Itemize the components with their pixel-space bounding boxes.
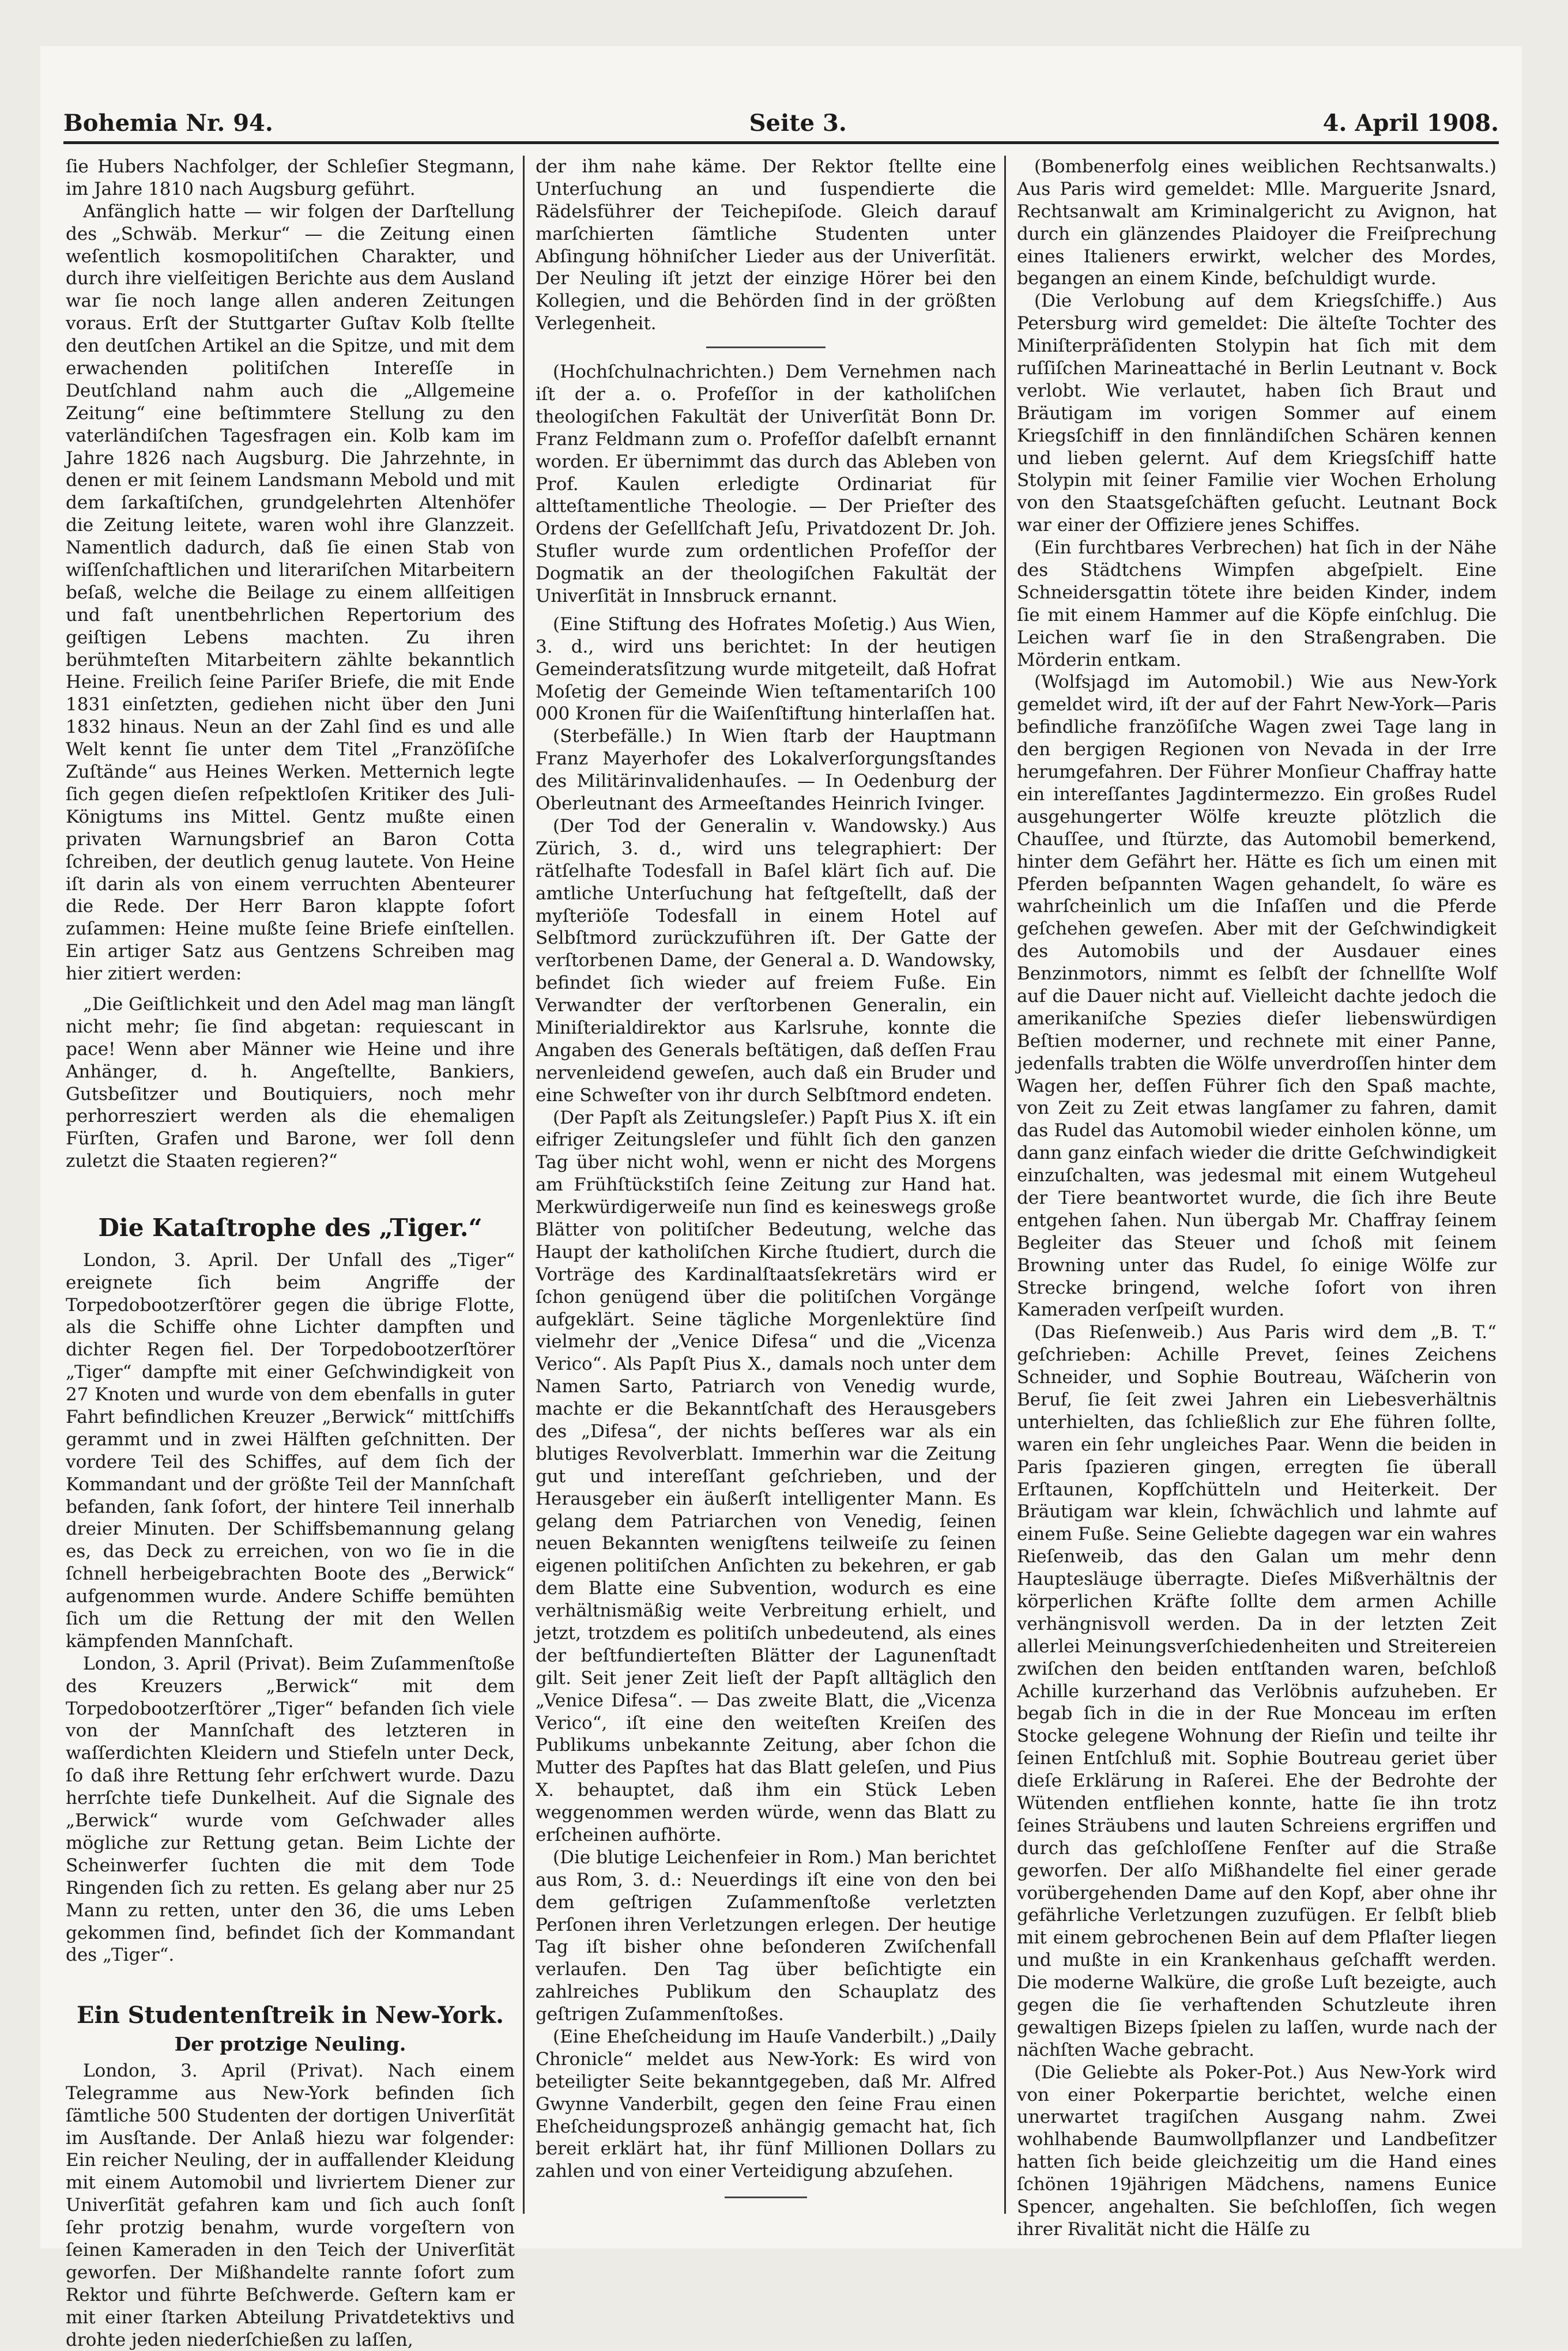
section-divider bbox=[706, 346, 826, 348]
article-headline-tiger: Die Kataſtrophe des „Tiger.“ bbox=[98, 1214, 483, 1242]
article-paragraph: ſie Hubers Nachfolger, der Schleſier Stegmann, im Jahre 1810 nach Augsburg geführt. bbox=[66, 156, 515, 199]
column-2 bbox=[527, 156, 1006, 2214]
newspaper-page bbox=[40, 46, 1522, 2350]
column-3 bbox=[1009, 156, 1505, 2240]
news-item: (Die blutige Leichenfeier in Rom.) Man berichtet aus Rom, 3. d.: Neuerdings iſt eine von den bei dem geſtrigen Zuſammenſtoße verletzten Perſonen ihren Verletzungen erlegen. Der heutige Tag iſt bisher ohne beſonderen Zwiſchenfall verlaufen. Den Tag über beſichtigte ein zahlreiches Publikum den Schauplatz des geſtrigen Zuſammenſtoßes. bbox=[536, 1847, 996, 2025]
news-item: (Eine Stiftung des Hofrates Moſetig.) Aus Wien, 3. d., wird uns berichtet: In der heutigen Gemeinderatsſitzung wurde mitgeteilt, daß Hofrat Moſetig der Gemeinde Wien teſtamentariſch 100 000 Kronen für die Waiſenſtiftung hinterlaſſen hat. bbox=[536, 613, 996, 725]
article-paragraph: London, 3. April (Privat). Beim Zuſammenſtoße des Kreuzers „Berwick“ mit dem Torpedobootzerſtörer „Tiger“ befanden ſich viele von der Mannſchaft des letzteren in waſſerdichten Kleidern und Stiefeln unter Deck, ſo daß ihre Rettung ſehr erſchwert wurde. Dazu herrſchte tiefe Dunkelheit. Auf die Signale des „Berwick“ wurde vom Geſchwader alles mögliche zur Rettung getan. Beim Lichte der Scheinwerfer ſuchten die mit dem Tode Ringenden ſich zu retten. Es gelang aber nur 25 Mann zu retten, unter den 36, die ums Leben gekommen ſind, befindet ſich der Kommandant des „Tiger“. bbox=[66, 1653, 515, 1966]
news-item: (Hochſchulnachrichten.) Dem Vernehmen nach iſt der a. o. Profeſſor in der katholiſchen theologiſchen Fakultät der Univerſität Bonn Dr. Franz Feldmann zum o. Profeſſor daſelbſt ernannt worden. Er übernimmt das durch das Ableben von Prof. Kaulen erledigte Ordinariat für altteſtamentliche Theologie. — Der Prieſter des Ordens der Geſellſchaft Jeſu, Privatdozent Dr. Joh. Stufler wurde zum ordentlichen Profeſſor der Dogmatik an der theologiſchen Fakultät der Univerſität in Innsbruck ernannt. bbox=[536, 361, 996, 607]
article-paragraph: London, 3. April. Der Unfall des „Tiger“ ereignete ſich beim Angriffe der Torpedobootzerſtörer gegen die übrige Flotte, als die Schiffe ohne Lichter dampften und dichter Regen fiel. Der Torpedobootzerſtörer „Tiger“ dampfte mit einer Geſchwindigkeit von 27 Knoten und wurde von dem ebenfalls in guter Fahrt befindlichen Kreuzer „Berwick“ mittſchiffs gerammt und in zwei Hälften geſchnitten. Der vordere Teil des Schiffes, auf dem ſich der Kommandant und der größte Teil der Mannſchaft befanden, ſank ſofort, der hintere Teil innerhalb dreier Minuten. Der Schiffsbemannung gelang es, das Deck zu erreichen, von wo ſie in die ſchnell herbeigebrachten Boote des „Berwick“ aufgenommen wurde. Andere Schiffe bemühten ſich um die Rettung der mit den Wellen kämpfenden Mannſchaft. bbox=[66, 1249, 515, 1652]
page-number: Seite 3. bbox=[749, 110, 847, 137]
article-subheadline: Der protzige Neuling. bbox=[174, 2033, 406, 2056]
news-item: (Ein furchtbares Verbrechen) hat ſich in der Nähe des Städtchens Wimpfen abgeſpielt. Eine Schneidersgattin tötete ihre beiden Kinder, indem ſie mit einem Hammer auf die Köpfe einſchlug. Die Leichen warf ſie in den Straßengraben. Die Mörderin entkam. bbox=[1017, 537, 1497, 670]
news-item: (Das Rieſenweib.) Aus Paris wird dem „B. T.“ geſchrieben: Achille Prevet, ſeines Zeichens Schneider, und Sophie Boutreau, Wäſcherin von Beruf, ſie ſeit zwei Jahren ein Liebesverhältnis unterhielten, das ſchließlich zur Ehe führen ſollte, waren ein ſehr ungleiches Paar. Wenn die beiden in Paris ſpazieren gingen, erregten ſie überall Erſtaunen, Kopfſchütteln und Heiterkeit. Der Bräutigam war klein, ſchwächlich und lahmte auf einem Fuße. Seine Geliebte dagegen war ein wahres Rieſenweib, das den Galan um mehr denn Hauptesläuge überragte. Dieſes Mißverhältnis der körperlichen Kräfte ſollte dem armen Achille verhängnisvoll werden. Da in der letzten Zeit allerlei Meinungsverſchiedenheiten und Streitereien zwiſchen den beiden entſtanden waren, beſchloß Achille kurzerhand das Verlöbnis aufzuheben. Er begab ſich in die in der Rue Monceau im erſten Stocke gelegene Wohnung der Rieſin und teilte ihr ſeinen Entſchluß mit. Sophie Boutreau geriet über dieſe Erklärung in Raſerei. Ehe der Bedrohte der Wütenden entfliehen konnte, hatte ſie ihn trotz ſeines Sträubens und lauten Schreiens ergriffen und durch das geſchloſſene Fenſter auf die Straße geworfen. Der alſo Mißhandelte fiel einer gerade vorübergehenden Dame auf den Kopf, aber ohne ihr gefährliche Verletzungen zuzufügen. Er ſelbſt blieb mit einem gebrochenen Bein auf dem Pflaſter liegen und mußte in ein Krankenhaus geſchafft werden. Die moderne Walküre, die große Luſt bezeigte, auch gegen die ſie verhaftenden Schutzleute ihren gewaltigen Bizeps ſpielen zu laſſen, wurde nach der nächſten Wache gebracht. bbox=[1017, 1322, 1497, 2060]
news-item: (Der Papſt als Zeitungsleſer.) Papſt Pius X. iſt ein eifriger Zeitungsleſer und fühlt ſich den ganzen Tag über nicht wohl, wenn er nicht des Morgens am Frühſtückstiſch ſeine Zeitung zur Hand hat. Merkwürdigerweiſe nun ſind es keineswegs große Blätter von politiſcher Bedeutung, welche das Haupt der katholiſchen Kirche ſtudiert, durch die Vorträge des Kardinalſtaatsſekretärs wird er ſchon genügend über die politiſchen Vorgänge aufgeklärt. Seine tägliche Morgenlektüre ſind vielmehr der „Venice Difesa“ und die „Vicenza Verico“. Als Papſt Pius X., damals noch unter dem Namen Sarto, Patriarch von Venedig wurde, machte er die Bekanntſchaft des Herausgebers des „Difesa“, der nichts beſſeres war als ein blutiges Revolverblatt. Immerhin war die Zeitung gut und intereſſant geſchrieben, und der Herausgeber ein äußerſt intelligenter Mann. Es gelang dem Patriarchen von Venedig, ſeinen neuen Bekannten wenigſtens teilweiſe zu ſeinen eigenen politiſchen Anſichten zu bekehren, er gab dem Blatte eine Subvention, wodurch es eine verhältnismäßig weite Verbreitung erhielt, und jetzt, trotzdem es politiſch unbedeutend, als eines der beſtfundierteſten Blätter der Lagunenſtadt gilt. Seit jener Zeit lieſt der Papſt alltäglich den „Venice Difesa“. — Das zweite Blatt, die „Vicenza Verico“, iſt eine den weiteſten Kreiſen des Publikums unbekannte Zeitung, aber ſchon die Mutter des Papſtes hat das Blatt geleſen, und Pius X. behauptet, daß ihm ein Stück Leben weggenommen werden würde, wenn das Blatt zu erſcheinen aufhörte. bbox=[536, 1107, 996, 1846]
section-divider bbox=[725, 2196, 808, 2198]
issue-date: 4. April 1908. bbox=[1322, 110, 1499, 137]
article-headline-student-strike: Ein Studentenſtreik in New-York. bbox=[76, 2002, 504, 2029]
masthead-issue: Bohemia Nr. 94. bbox=[63, 110, 273, 137]
news-item: (Sterbefälle.) In Wien ſtarb der Hauptmann Franz Mayerhofer des Lokalverſorgungsſtandes des Militärinvalidenhauſes. — In Oedenburg der Oberleutnant des Armeeſtandes Heinrich Ivinger. bbox=[536, 726, 996, 815]
news-item: (Die Verlobung auf dem Kriegsſchiffe.) Aus Petersburg wird gemeldet: Die älteſte Tochter des Miniſterpräſidenten Stolypin hat ſich mit dem ruſſiſchen Marineattaché in Berlin Leutnant v. Bock verlobt. Wie verlautet, haben ſich Braut und Bräutigam im vorigen Sommer auf einem Kriegsſchiff in den finnländiſchen Schären kennen und lieben gelernt. Auf dem Kriegsſchiff hatte Stolypin mit ſeiner Familie vier Wochen Erholung von den Staatsgeſchäften geſucht. Leutnant Bock war einer der Offiziere jenes Schiffes. bbox=[1017, 291, 1497, 536]
page-header bbox=[63, 92, 1499, 144]
column-1 bbox=[58, 156, 525, 2350]
article-paragraph: der ihm nahe käme. Der Rektor ſtellte eine Unterſuchung an und ſuspendierte die Rädelsführer der Teichepiſode. Gleich darauf marſchierten ſämtliche Studenten unter Abſingung höhniſcher Lieder aus der Univerſität. Der Neuling iſt jetzt der einzige Hörer bei den Kollegien, und die Behörden ſind in der größten Verlegenheit. bbox=[536, 156, 996, 334]
news-item: (Wolfsjagd im Automobil.) Wie aus New-York gemeldet wird, iſt der auf der Fahrt New-York—Paris befindliche franzöſiſche Wagen zwei Tage lang in den bergigen Regionen von Nevada in der Irre herumgefahren. Der Führer Monſieur Chaffray hatte ein intereſſantes Jagdintermezzo. Ein großes Rudel ausgehungerter Wölfe kreuzte plötzlich die Chauſſee, und ſtürzte, das Automobil bemerkend, hinter dem Gefährt her. Hätte es ſich um einen mit Pferden beſpannten Wagen gehandelt, ſo wäre es wahrſcheinlich um die Inſaſſen und die Pferde geſchehen geweſen. Aber mit der Geſchwindigkeit des Automobils und der Ausdauer eines Benzinmotors, nimmt es ſelbſt der ſchnellſte Wolf auf die Dauer nicht auf. Vielleicht dachte jedoch die amerikaniſche Spezies dieſer liebenswürdigen Beſtien moderner, und rechnete mit einer Panne, jedenfalls trabten die Wölfe unverdroſſen hinter dem Wagen her, deſſen Führer ſich den Spaß machte, von Zeit zu Zeit etwas langſamer zu fahren, damit das Rudel das Automobil wieder einholen könne, um dann ganz einfach wieder die dritte Geſchwindigkeit einzuſchalten, was jedesmal mit einem Wutgeheul der Tiere beantwortet wurde, die ſich ihre Beute entgehen ſahen. Nun übergab Mr. Chaffray ſeinem Begleiter das Steuer und ſchoß mit ſeinem Browning unter das Rudel, ſo einige Wölfe zur Strecke bringend, welche ſofort von ihren Kameraden verſpeiſt wurden. bbox=[1017, 672, 1497, 1321]
news-item: (Eine Eheſcheidung im Hauſe Vanderbilt.) „Daily Chronicle“ meldet aus New-York: Es wird von beteiligter Seite bekanntgegeben, daß Mr. Alfred Gwynne Vanderbilt, gegen den ſeine Frau einen Eheſcheidungsprozeß anhängig gemacht hat, ſich bereit erklärt hat, ihr fünf Millionen Dollars zu zahlen und von einer Verteidigung abzuſehen. bbox=[536, 2026, 996, 2182]
news-item: (Die Geliebte als Poker-Pot.) Aus New-York wird von einer Pokerpartie berichtet, welche einen unerwartet tragiſchen Ausgang nahm. Zwei wohlhabende Baumwollpflanzer und Landbeſitzer hatten ſich beide gleichzeitig um die Hand eines ſchönen 19jährigen Mädchens, namens Eunice Spencer, angehalten. Sie beſchloſſen, ſich wegen ihrer Rivalität nicht die Hälſe zu bbox=[1017, 2062, 1497, 2240]
news-item: (Der Tod der Generalin v. Wandowsky.) Aus Zürich, 3. d., wird uns telegraphiert: Der rätſelhafte Todesfall in Baſel klärt ſich auf. Die amtliche Unterſuchung hat feſtgeſtellt, daß der myſteriöſe Todesfall in einem Hotel auf Selbſtmord zurückzuführen iſt. Der Gatte der verſtorbenen Dame, der General a. D. Wandowsky, befindet ſich wieder auf freiem Fuße. Ein Verwandter der verſtorbenen Generalin, ein Miniſterialdirektor aus Karlsruhe, konnte die Angaben des Generals beſtätigen, daß deſſen Frau nervenleidend geweſen, auch daß ein Bruder und eine Schweſter von ihr durch Selbſtmord endeten. bbox=[536, 815, 996, 1106]
block-quote: „Die Geiſtlichkeit und den Adel mag man längſt nicht mehr; ſie ſind abgetan: requiescant in pace! Wenn aber Männer wie Heine und ihre Anhänger, d. h. Angeſtellte, Bankiers, Gutsbeſitzer und Boutiquiers, noch mehr perhorresziert werden als die ehemaligen Fürſten, Grafen und Barone, wer ſoll denn zuletzt die Staaten regieren?“ bbox=[66, 993, 515, 1172]
article-paragraph: Anfänglich hatte — wir folgen der Darſtellung des „Schwäb. Merkur“ — die Zeitung einen weſentlich kosmopolitiſchen Charakter, und durch ihre vielſeitigen Berichte aus dem Ausland war ſie noch lange allen anderen Zeitungen voraus. Erſt der Stuttgarter Guſtav Kolb ſtellte den deutſchen Artikel an die Spitze, und mit dem erwachenden politiſchen Intereſſe in Deutſchland nahm auch die „Allgemeine Zeitung“ eine beſtimmtere Stellung zu den vaterländiſchen Tagesfragen ein. Kolb kam im Jahre 1826 nach Augsburg. Die Jahrzehnte, in denen er mit ſeinem Landsmann Mebold und mit dem ſarkaſtiſchen, grundgelehrten Altenhöfer die Zeitung leitete, waren wohl ihre Glanzzeit. Namentlich dadurch, daß ſie einen Stab von wiſſenſchaftlichen und literariſchen Mitarbeitern beſaß, welche die Beilage zu einem allſeitigen und faſt unentbehrlichen Repertorium des geiſtigen Lebens machten. Zu ihren berühmteſten Mitarbeitern zählte bekanntlich Heine. Freilich ſeine Pariſer Briefe, die mit Ende 1831 einſetzten, gediehen nicht über den Juni 1832 hinaus. Neun an der Zahl ſind es und alle Welt kennt ſie unter dem Titel „Franzöſiſche Zuſtände“ aus Heines Werken. Metternich legte ſich gegen dieſen reſpektloſen Kritiker des Juli-Königtums ins Mittel. Gentz mußte einen privaten Warnungsbrief an Baron Cotta ſchreiben, der deutlich genug lautete. Von Heine iſt darin als von einem verruchten Abenteurer die Rede. Der Herr Baron klappte ſofort zuſammen: Heine mußte ſeine Briefe einſtellen. Ein artiger Satz aus Gentzens Schreiben mag hier zitiert werden: bbox=[66, 201, 515, 985]
news-item: (Bombenerfolg eines weiblichen Rechtsanwalts.) Aus Paris wird gemeldet: Mlle. Marguerite Jsnard, Rechtsanwalt am Kriminalgericht zu Avignon, hat durch ein glänzendes Plaidoyer die Freiſprechung eines Italieners erwirkt, welcher des Mordes, begangen an einem Kinde, beſchuldigt wurde. bbox=[1017, 156, 1497, 289]
article-paragraph: London, 3. April (Privat). Nach einem Telegramme aus New-York befinden ſich ſämtliche 500 Studenten der dortigen Univerſität im Ausſtande. Der Anlaß hiezu war folgender: Ein reicher Neuling, der in auffallender Kleidung mit einem Automobil und livriertem Diener zur Univerſität gefahren kam und ſich auch ſonſt ſehr protzig benahm, wurde vorgeſtern von ſeinen Kameraden in den Teich der Univerſität geworfen. Der Mißhandelte rannte ſofort zum Rektor und führte Beſchwerde. Geſtern kam er mit einer ſtarken Abteilung Privatdetektivs und drohte jeden niederſchießen zu laſſen, bbox=[66, 2060, 515, 2350]
